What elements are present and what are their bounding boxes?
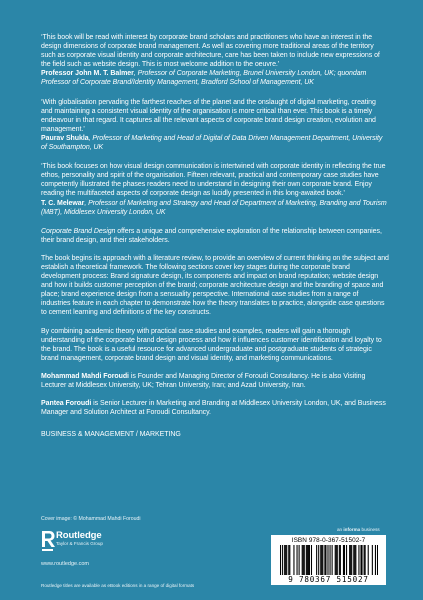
barcode-bar [355, 545, 356, 575]
quote-source [41, 134, 389, 152]
barcode-bar [321, 545, 322, 575]
description-paragraph: The book begins its approach with a literature review, to provide an overview of current thinking on the subject and establish a theoretical framework. The following sections cover key stages during the corporate brand development process: Brand signature design, its components and impact on brand reputation; website design and how it builds customer perception of the brand; corporate architecture design and the branding of space and place; brand experience design from a sensuality perspective. International case studies from a range of industries feature in each chapter to demonstrate how the theory translates to practice, alongside case questions to cement learning and definitions of the key constructs. [41, 254, 389, 317]
informa-business-label [337, 527, 380, 532]
barcode-bar [365, 545, 366, 575]
endorsement-quote [41, 33, 389, 88]
barcode-bar [286, 545, 287, 575]
barcode-bar [320, 545, 321, 575]
barcode-bar [344, 545, 345, 575]
barcode-bar [316, 545, 317, 575]
publisher-url[interactable]: www.routledge.com [41, 561, 89, 567]
barcode-bar [354, 545, 355, 575]
barcode-bar [297, 545, 298, 575]
barcode-bar [335, 545, 336, 575]
publisher-name: Routledge [56, 530, 102, 541]
barcode-bar [340, 545, 341, 575]
book-title: Corporate Brand Design [41, 227, 116, 235]
endorsement-quote [41, 98, 389, 153]
informa-prefix: an [337, 527, 344, 532]
barcode-bar [360, 545, 361, 575]
quote-source [41, 199, 389, 217]
barcode-bar [302, 545, 303, 575]
quote-affiliation: , Professor of Marketing and Strategy and Head of Department of Marketing, Branding and Tourism (MBT), Middlesex University London, UK [41, 199, 387, 216]
author-bio-text: is Senior Lecturer in Marketing and Branding at Middlesex University London, UK, and Business Manager and Solution Architect at Foroudi Consultancy. [41, 400, 386, 417]
quote-text: ‘This book will be read with interest by corporate brand scholars and practitioners who have an interest in the design dimensions of corporate brand management. As well as covering more traditional areas of the territory such as corporate visual identity and corporate architecture, care has been taken to include new expressions of the field such as website design. This is most welcome addition to the oeuvre.’ [41, 34, 380, 69]
quote-author: T. C. Melewar [41, 199, 85, 207]
quote-author: Professor John M. T. Balmer [41, 70, 134, 78]
intro-text: offers a unique and comprehensive exploration of the relationship between companies, their brand design, and their stakeholders. [41, 227, 382, 244]
author-bio [41, 372, 389, 390]
barcode-bar [372, 545, 373, 575]
barcode-bar [351, 545, 352, 575]
author-bio [41, 399, 389, 417]
barcode-bar [349, 545, 350, 575]
barcode-bar [332, 545, 333, 575]
barcode-digits: 9 780367 515027 [288, 575, 369, 584]
barcode-bar [350, 545, 351, 575]
barcode-bar [325, 545, 326, 575]
quote-author: Paurav Shukla [41, 134, 89, 142]
cover-text [41, 33, 389, 439]
barcode-bar [288, 545, 289, 575]
barcode-bar [337, 545, 338, 575]
barcode-bar [322, 545, 323, 575]
barcode-bar [353, 545, 354, 575]
subject-category: BUSINESS & MANAGEMENT / MARKETING [41, 431, 181, 439]
barcode-bar [361, 545, 362, 575]
barcode-bar [309, 545, 310, 575]
quote-text: ‘This book focuses on how visual design communication is intertwined with corporate identity in reflecting the true ethos, personality and spirit of the organisation. Fifteen relevant, practical and contemporary case studies have competently illustrated the phases readers need to understand in designing their own corporate brand. Enjoy reading the multifaceted aspects of corporate design as lucidly presented in this long-awaited book.’ [41, 163, 386, 198]
barcode-bar [280, 545, 281, 575]
quote-affiliation: , Professor of Corporate Marketing, Brunel University London, UK; quondam Professor of Corporate Brand/Identity Management, Bradford School of Management, UK [41, 70, 367, 87]
barcode-bar [330, 545, 331, 575]
barcode-bar [303, 545, 304, 575]
author-name: Mohammad Mahdi Foroudi [41, 372, 129, 380]
barcode-bar [318, 545, 319, 575]
barcode-bar [377, 545, 378, 575]
barcode-bar [306, 545, 307, 575]
barcode-bar [299, 545, 300, 575]
publisher-block [41, 530, 161, 570]
barcode-bar [327, 545, 328, 575]
quote-source [41, 69, 389, 87]
barcode-bar [343, 545, 344, 575]
description-paragraph: By combining academic theory with practical case studies and examples, readers will gain a thorough understanding of the corporate brand design process and how it influences customer identification and loyalty to the brand. The book is a useful resource for advanced undergraduate and postgraduate students of strategic brand management, corporate brand design and visual identity, and marketing communications. [41, 327, 382, 362]
barcode-bar [324, 545, 325, 575]
quote-affiliation: , Professor of Marketing and Head of Digital of Data Driven Management Department, University of Southampton, UK [41, 134, 383, 152]
barcode-bar [358, 545, 359, 575]
publisher-group: Taylor & Francis Group [56, 541, 103, 546]
barcode-bar [282, 545, 283, 575]
informa-suffix: business [360, 527, 380, 532]
author-name: Pantea Foroudi [41, 400, 92, 408]
ebook-availability-note: Routledge titles are available as eBook editions in a range of digital formats [41, 583, 195, 588]
barcode-bar [311, 545, 312, 575]
barcode-bar [375, 545, 376, 575]
author-bio-text: is Founder and Managing Director of Foroudi Consultancy. He is also Visiting Lecturer at Middlesex University, UK; Tehran University, Iran; and Azad University, Iran. [41, 372, 366, 389]
isbn-number: ISBN 978-0-367-51502-7 [291, 537, 366, 544]
endorsement-quote [41, 162, 389, 217]
barcode-bar [308, 545, 309, 575]
barcode-bar [293, 545, 294, 575]
barcode-bar [339, 545, 340, 575]
barcode-bar [364, 545, 365, 575]
quote-text: ‘With globalisation pervading the farthest reaches of the planet and the onslaught of digital marketing, creating and maintaining a consistent visual identity of the organisation is more critical than ever. This book is a timely endeavour in that regard. It captures all the relevant aspects of corporate brand design creation, evolution and management.’ [41, 98, 376, 133]
barcode-bar [307, 545, 308, 575]
barcode-bar [285, 545, 286, 575]
barcode-bar [304, 545, 305, 575]
barcode-bar [346, 545, 347, 575]
barcode-bar [336, 545, 337, 575]
isbn-barcode [271, 535, 386, 585]
barcode-bar [289, 545, 290, 575]
barcode-bar [368, 545, 369, 575]
barcode-bar [284, 545, 285, 575]
cover-image-credit: Cover image: © Mohammad Mahdi Foroudi [41, 516, 141, 522]
description-intro [41, 227, 389, 245]
barcode-bars [280, 545, 378, 575]
informa-brand: informa [343, 527, 361, 532]
